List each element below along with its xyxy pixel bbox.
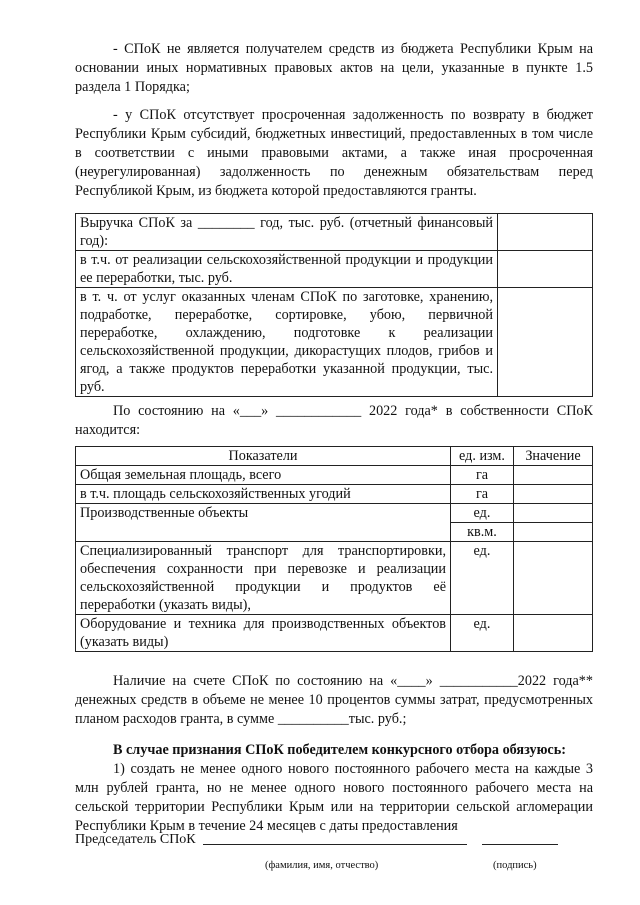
unit-cell: га [451, 466, 514, 485]
commitment-heading: В случае признания СПоК победителем конкурсного отбора обязуюсь: [113, 742, 566, 758]
value-cell[interactable] [514, 485, 593, 504]
table-row [76, 214, 593, 251]
unit-cell: кв.м. [451, 523, 514, 542]
table-row [76, 288, 593, 397]
indicator-cell: Специализированный транспорт для транспортировки, обеспечения сохранности при перевозке и реализации сельскохозяйственной продукции и продуктов её переработки (указать виды), [76, 542, 451, 615]
revenue-services-label: в т. ч. от услуг оказанных членам СПоК по заготовке, хранению, подработке, переработке, сортировке, убою, первичной переработке, охлаждению, подготовке к реализации сельскохозяйственной продукции, дикорастущих плодов, грибов и ягод, а также продуктов переработки указанной продукции, тыс. руб. [76, 288, 498, 397]
paragraph-not-recipient: - СПоК не является получателем средств из бюджета Республики Крым на основании иных нормативных правовых актов на цели, указанные в пункте 1.5 раздела 1 Порядка; [75, 41, 593, 95]
header-value: Значение [514, 447, 593, 466]
revenue-total-label: Выручка СПоК за ________ год, тыс. руб. (отчетный финансовый год): [76, 214, 498, 251]
signature-label: Председатель СПоК [75, 832, 196, 847]
paragraph-no-debt: - у СПоК отсутствует просроченная задолженность по возврату в бюджет Республики Крым субсидий, бюджетных инвестиций, предоставленных в том числе в соответствии с иными правовыми актами, а также иная просроченная (неурегулированная) задолженность по денежным обязательствам перед Республикой Крым, из бюджета которой предоставляются гранты. [75, 107, 593, 199]
table-header-row [76, 447, 593, 466]
sign-caption: (подпись) [493, 860, 537, 871]
revenue-total-value[interactable] [498, 214, 593, 251]
table-row [76, 485, 593, 504]
indicator-cell: в т.ч. площадь сельскохозяйственных угодий [76, 485, 451, 504]
indicator-cell: Производственные объекты [76, 504, 451, 542]
table-row [76, 251, 593, 288]
revenue-table [75, 213, 593, 397]
revenue-services-value[interactable] [498, 288, 593, 397]
table-row [76, 466, 593, 485]
document-page [75, 40, 593, 836]
header-indicator: Показатели [76, 447, 451, 466]
value-cell[interactable] [514, 542, 593, 615]
funds-paragraph: Наличие на счете СПоК по состоянию на «____» ___________2022 года** денежных средств в объеме не менее 10 процентов суммы затрат, предусмотренных планом расходов гранта, в сумме __________тыс. руб.; [75, 673, 593, 727]
value-cell[interactable] [514, 466, 593, 485]
value-cell[interactable] [514, 523, 593, 542]
unit-cell: га [451, 485, 514, 504]
assets-table [75, 446, 593, 652]
commitment-item-1: 1) создать не менее одного нового постоянного рабочего места на каждые 3 млн рублей гранта, но не менее одного нового постоянного рабочего места на сельской территории Республики Крым или на территории сельской агломерации Республики Крым в течение 24 месяцев с даты предоставления [75, 761, 593, 834]
table-row [76, 615, 593, 652]
table-row [76, 504, 593, 523]
header-unit: ед. изм. [451, 447, 514, 466]
value-cell[interactable] [514, 504, 593, 523]
unit-cell: ед. [451, 615, 514, 652]
indicator-cell: Общая земельная площадь, всего [76, 466, 451, 485]
sign-line[interactable] [482, 844, 558, 845]
indicator-cell: Оборудование и техника для производственных объектов (указать виды) [76, 615, 451, 652]
name-caption: (фамилия, имя, отчество) [265, 860, 379, 871]
signature-block [75, 830, 593, 871]
unit-cell: ед. [451, 542, 514, 615]
ownership-intro: По состоянию на «___» ____________ 2022 года* в собственности СПоК находится: [75, 403, 593, 438]
revenue-agri-label: в т.ч. от реализации сельскохозяйственной продукции и продукции ее переработки, тыс. руб. [76, 251, 498, 288]
name-line[interactable] [203, 844, 467, 845]
unit-cell: ед. [451, 504, 514, 523]
value-cell[interactable] [514, 615, 593, 652]
revenue-agri-value[interactable] [498, 251, 593, 288]
table-row [76, 542, 593, 615]
